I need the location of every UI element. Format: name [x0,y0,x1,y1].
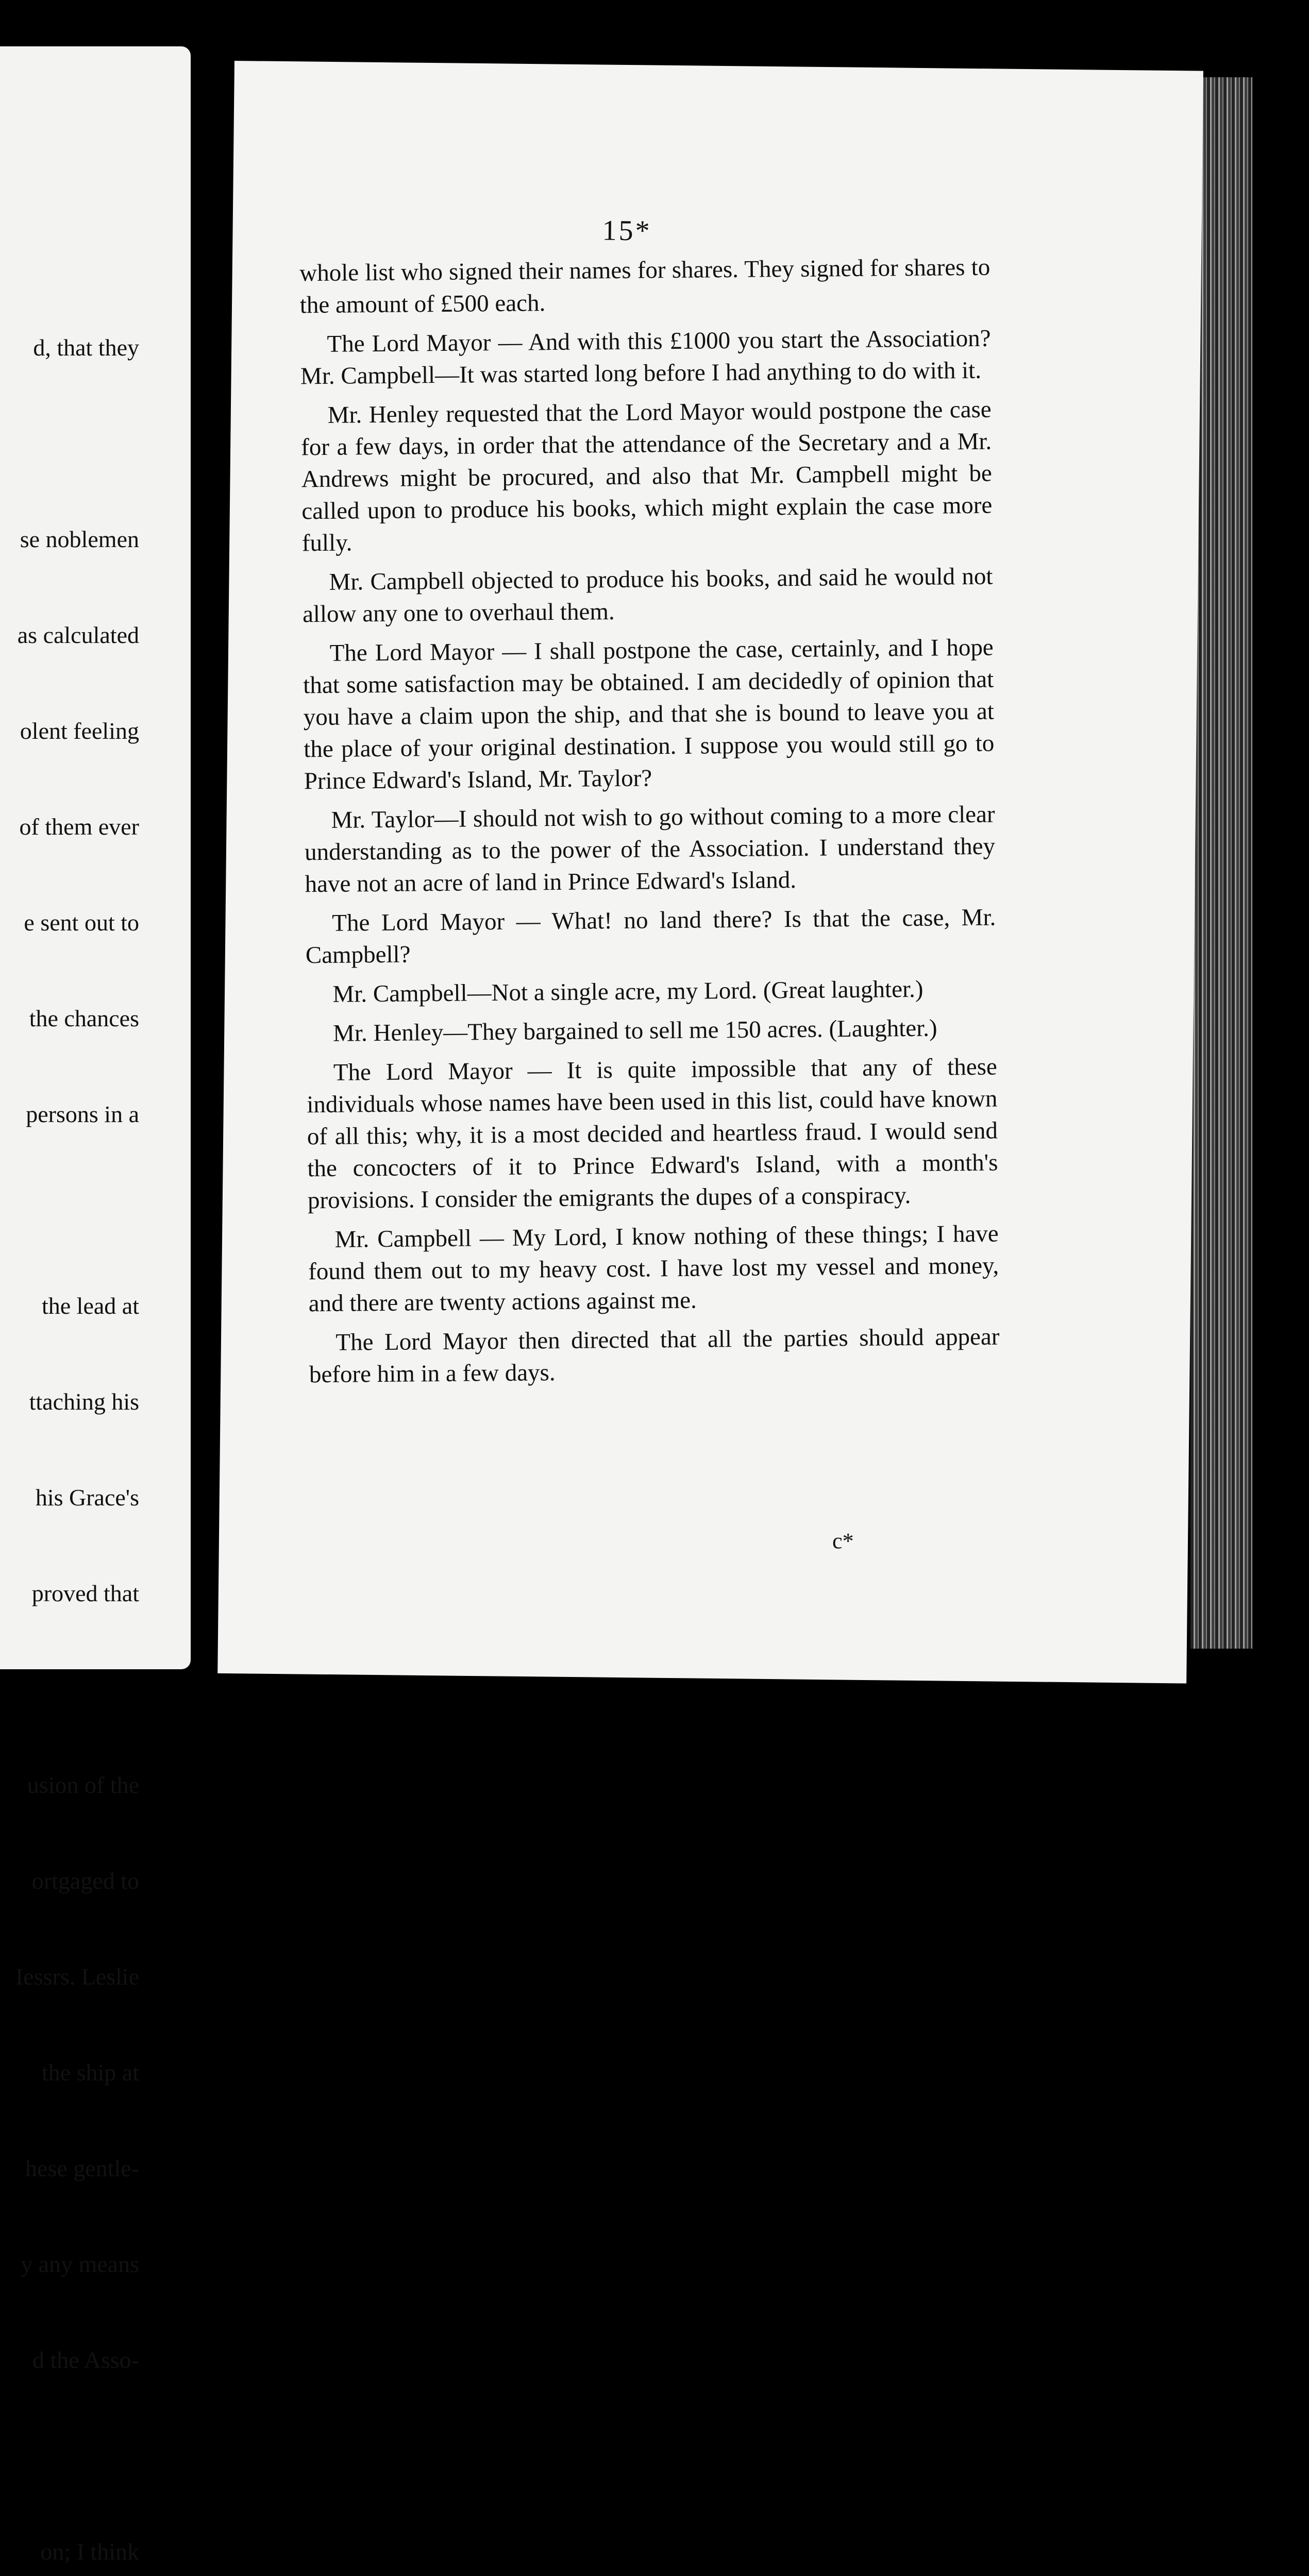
left-line: the lead at [41,1293,139,1319]
left-line: as calculated [17,622,139,648]
paragraph: The Lord Mayor — I shall postpone the case, certainly, and I hope that some satisfaction may be obtained. I am decidedly of opinion that you have a claim upon the ship, and that she is bound to leave you at the place of your original destination. I suppose you would still go to Prince Edward's Island, Mr. Taylor? [303,634,995,795]
page-number: 15* [602,214,652,247]
left-line: d the Asso- [32,2347,139,2373]
paragraph: The Lord Mayor — What! no land there? Is that the case, Mr. Campbell? [305,904,996,969]
left-line: ortgaged to [31,1868,139,1894]
left-line: olent feeling [20,718,139,744]
paragraph: Mr. Campbell—Not a single acre, my Lord. (Great laughter.) [332,975,924,1008]
paragraph: The Lord Mayor — It is quite impossible that any of these individuals whose names have been used in this list, could have known of all this; why, it is a most decided and heartless fraud. I would send the concocters of it to Prince Edward's Island, with a month's provisions. I consider the emigrants the dupes of a conspiracy. [307,1053,998,1214]
right-page [217,61,1203,1684]
paragraph: Mr. Campbell — My Lord, I know nothing of these things; I have found them out to my heavy cost. I have lost my vessel and money, and there are twenty actions against me. [308,1220,999,1317]
paragraph: The Lord Mayor — And with this £1000 you start the Association? Mr. Campbell—It was started long before I had anything to do with it. [300,325,991,390]
left-line: Iessrs. Leslie [15,1963,139,1990]
signature-mark: c* [832,1528,854,1554]
left-line: of them ever [19,814,139,840]
left-line [0,1194,139,1226]
left-line: se noblemen [20,526,139,552]
paragraph: Mr. Campbell objected to produce his books, and said he would not allow any one to overhaul them. [302,563,993,628]
left-page [0,46,191,2565]
left-line: the ship at [41,2059,139,2086]
left-line: proved that [31,1580,139,1606]
left-line: his Grace's [35,1484,139,1511]
left-page-text [0,268,139,2576]
left-line: e sent out to [24,909,139,936]
paragraph: The Lord Mayor then directed that all the parties should appear before him in a few days. [309,1323,1000,1388]
paragraph: Mr. Henley requested that the Lord Mayor would postpone the case for a few days, in order that the attendance of the Secretary and a Mr. Andrews might be procured, and also that Mr. Campbell might be called upon to produce his books, which might explain the case more fully. [301,396,993,557]
left-line: persons in a [26,1101,139,1127]
paragraph: whole list who signed their names for shares. They signed for shares to the amount of £500 each. [299,253,991,319]
left-line: usion of the [27,1772,139,1798]
left-line [0,1673,139,1705]
left-line [0,428,139,460]
left-line [0,2440,139,2472]
left-line: the chances [23,1005,139,1031]
paragraph: Mr. Henley—They bargained to sell me 150 acres. (Laughter.) [332,1014,937,1047]
left-line: ttaching his [29,1388,139,1415]
left-line: hese gentle- [25,2155,139,2181]
left-line: on; I think [40,2538,139,2565]
left-line: d, that they [33,334,139,361]
left-line: y any means [21,2251,139,2277]
right-page-body [299,251,1000,1398]
paragraph: Mr. Taylor—I should not wish to go without coming to a more clear understanding as to the power of the Association. I understand they have not an acre of land in Prince Edward's Island. [304,801,996,898]
